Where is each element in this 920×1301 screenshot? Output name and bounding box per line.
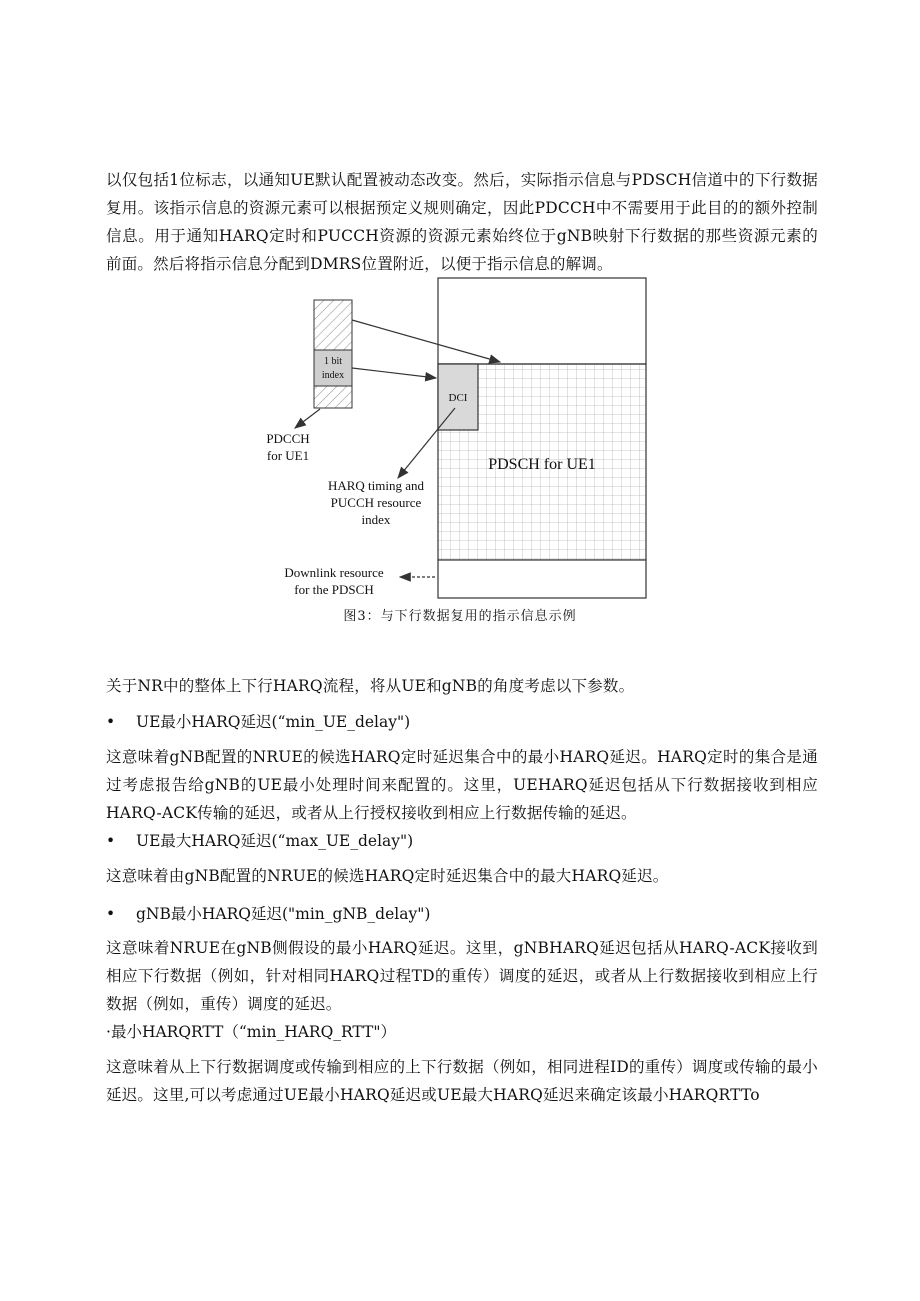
pdcch-hatched-bottom <box>314 386 352 408</box>
bullet-marker: • <box>106 713 116 731</box>
item-description: 这意味着NRUE在gNB侧假设的最小HARQ延迟。这里，gNBHARQ延迟包括从HARQ-ACK接收到相应下行数据（例如，针对相同HARQ过程TD的重传）调度的延迟，或者从上行数据接收到相应上行数据（例如，重传）调度的延迟。 <box>106 939 818 1013</box>
intro-paragraph: 以仅包括1位标志，以通知UE默认配置被动态改变。然后，实际指示信息与PDSCH信道中的下行数据复用。该指示信息的资源元素可以根据预定义规则确定，因此PDCCH中不需要用于此目的的额外控制信息。用于通知HARQ定时和PUCCH资源的资源元素始终位于gNB映射下行数据的那些资源元素的前面。然后将指示信息分配到DMRS位置附近，以便于指示信息的解调。 <box>106 171 818 273</box>
pdcch-hatched-top <box>314 300 352 350</box>
pdcch-label-line1: PDCCH <box>266 431 310 446</box>
resource-block-bottom <box>438 560 646 598</box>
item-description: 这意味着由gNB配置的NRUE的候选HARQ定时延迟集合中的最大HARQ延迟。 <box>106 867 669 885</box>
harq-label-line3: index <box>361 512 391 527</box>
item-description: 这意味着从上下行数据调度或传输到相应的上下行数据（例如，相同进程ID的重传）调度或传输的最小延迟。这里,可以考虑通过UE最小HARQ延迟或UE最大HARQ延迟来确定该最小HARQRTTo <box>106 1058 818 1104</box>
item-title: UE最大HARQ延迟(“max_UE_delay") <box>136 832 414 850</box>
pdcch-label-line2: for UE1 <box>266 448 310 463</box>
figure-caption: 图3：与下行数据复用的指示信息示例 <box>343 609 577 624</box>
bullet-marker: • <box>106 905 116 923</box>
dci-label: DCI <box>448 392 468 404</box>
pdsch-label: PDSCH for UE1 <box>488 456 596 473</box>
harq-label-line1: HARQ timing and <box>327 478 425 493</box>
item-description: 这意味着gNB配置的NRUE的候选HARQ定时延迟集合中的最小HARQ延迟。HARQ定时的集合是通过考虑报告给gNB的UE最小处理时间来配置的。这里，UEHARQ延迟包括从下行数据接收到相应HARQ-ACK传输的延迟，或者从上行授权接收到相应上行数据传输的延迟。 <box>106 748 818 822</box>
section-intro: 关于NR中的整体上下行HARQ流程，将从UE和gNB的角度考虑以下参数。 <box>106 677 635 695</box>
harq-label-line2: PUCCH resource <box>330 495 422 510</box>
list-item-title <box>106 1018 818 1046</box>
item-title: gNB最小HARQ延迟("min_gNB_delay") <box>136 905 431 923</box>
figure-indication-multiplexing <box>0 270 920 605</box>
bullet-marker: · <box>106 1023 111 1041</box>
arrow-to-pdcch-label <box>295 409 320 428</box>
item-title: UE最小HARQ延迟(“min_UE_delay") <box>136 713 411 731</box>
resource-block-top <box>438 278 646 364</box>
downlink-label-line1: Downlink resource <box>284 565 384 580</box>
bullet-marker: • <box>106 832 116 850</box>
list-item-title <box>106 900 818 928</box>
downlink-label-line2: for the PDSCH <box>294 582 374 597</box>
arrow-to-dci <box>352 368 436 378</box>
one-bit-label-line2: index <box>321 370 345 381</box>
item-title: 最小HARQRTT（“min_HARQ_RTT"） <box>110 1023 397 1041</box>
list-item-title <box>106 827 818 855</box>
one-bit-label-line1: 1 bit <box>323 356 343 367</box>
list-item-title <box>106 708 818 736</box>
